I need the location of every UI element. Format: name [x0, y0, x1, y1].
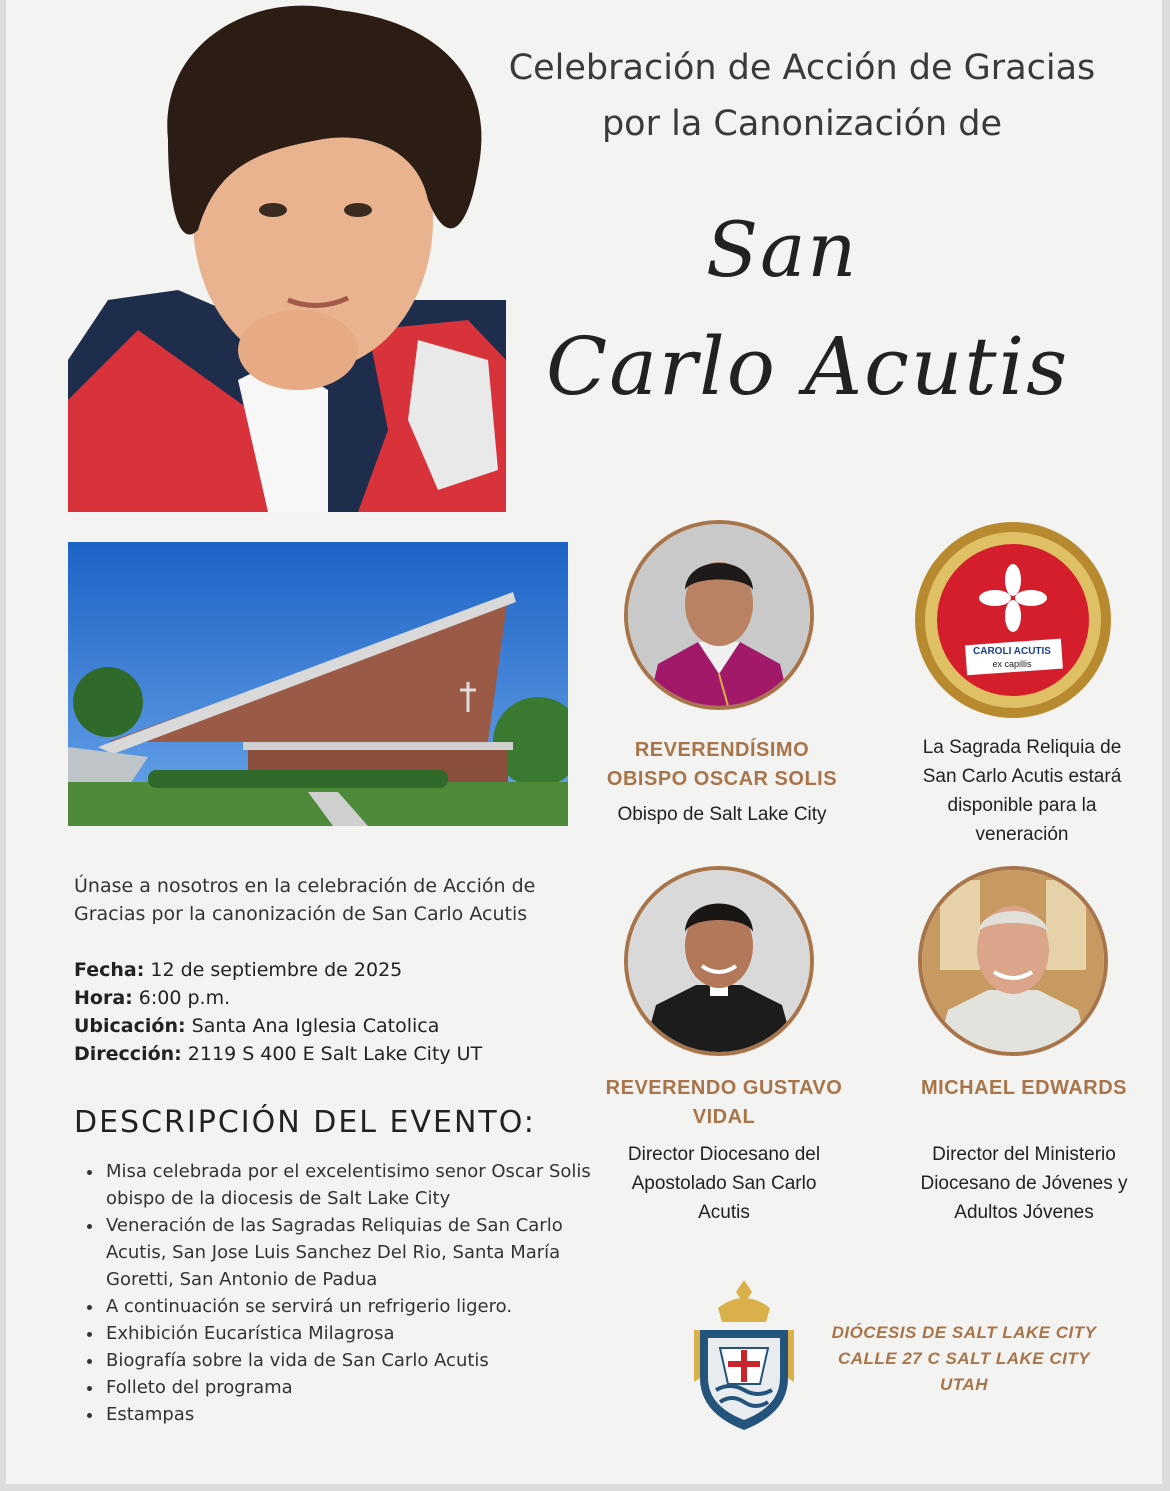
edwards-name: MICHAEL EDWARDS — [920, 1077, 1128, 1099]
relic-caption: La Sagrada Reliquia de San Carlo Acutis estará disponible para la veneración — [922, 737, 1122, 845]
flyer-page — [6, 0, 1162, 1484]
list-item: • Folleto del programa — [104, 1374, 624, 1401]
relic-reliquary — [908, 520, 1118, 720]
intro-text: Únase a nosotros en la celebración de Acción de Gracias por la canonización de San Carlo Acutis — [74, 875, 536, 925]
hora-row: Hora: 6:00 p.m. — [74, 987, 231, 1009]
edwards-role: Director del Ministerio Diocesano de Jóvenes y Adultos Jóvenes — [920, 1144, 1128, 1223]
direccion-row: Dirección: 2119 S 400 E Salt Lake City UT — [74, 1043, 483, 1065]
vidal-name: REVERENDO GUSTAVO VIDAL — [605, 1077, 843, 1128]
bishop-role: Obispo de Salt Lake City — [617, 804, 827, 825]
relic-label-line-2: ex capillis — [992, 659, 1032, 669]
michael-edwards-photo — [918, 866, 1108, 1056]
church-photo — [68, 542, 568, 826]
relic-label-line-1: CAROLI ACUTIS — [973, 646, 1051, 657]
bishop-oscar-solis-photo — [624, 520, 814, 710]
event-title — [446, 40, 1158, 152]
diocese-address: DIÓCESIS DE SALT LAKE CITY CALLE 27 C SALT LAKE CITY UTAH — [831, 1323, 1097, 1394]
rev-gustavo-vidal-photo — [624, 866, 814, 1056]
fecha-row: Fecha: 12 de septiembre de 2025 — [74, 959, 403, 981]
script-carlo-acutis: Carlo Acutis — [546, 320, 1070, 413]
list-item: • Biografía sobre la vida de San Carlo Acutis — [104, 1347, 624, 1374]
list-item: • Estampas — [104, 1401, 624, 1428]
diocese-crest-icon — [688, 1278, 800, 1433]
list-item: • A continuación se servirá un refrigerio ligero. — [104, 1293, 624, 1320]
event-details — [74, 956, 594, 1068]
bishop-name: REVERENDÍSIMO OBISPO OSCAR SOLIS — [606, 739, 838, 790]
ubicacion-row: Ubicación: Santa Ana Iglesia Catolica — [74, 1015, 440, 1037]
script-san: San — [706, 205, 859, 294]
title-line-2: por la Canonización de — [601, 104, 1003, 144]
list-item: • Veneración de las Sagradas Reliquias de San Carlo Acutis, San Jose Luis Sanchez Del Rio, Santa María Goretti, San Antonio de Padua — [104, 1212, 624, 1293]
title-line-1: Celebración de Acción de Gracias — [508, 48, 1096, 88]
description-list — [74, 1158, 624, 1428]
vidal-role: Director Diocesano del Apostolado San Carlo Acutis — [627, 1144, 821, 1223]
list-item: • Misa celebrada por el excelentisimo senor Oscar Solis obispo de la diocesis de Salt Lake City — [104, 1158, 624, 1212]
description-title: DESCRIPCIÓN DEL EVENTO: — [74, 1105, 536, 1140]
carlo-acutis-portrait — [68, 0, 506, 512]
list-item: • Exhibición Eucarística Milagrosa — [104, 1320, 624, 1347]
